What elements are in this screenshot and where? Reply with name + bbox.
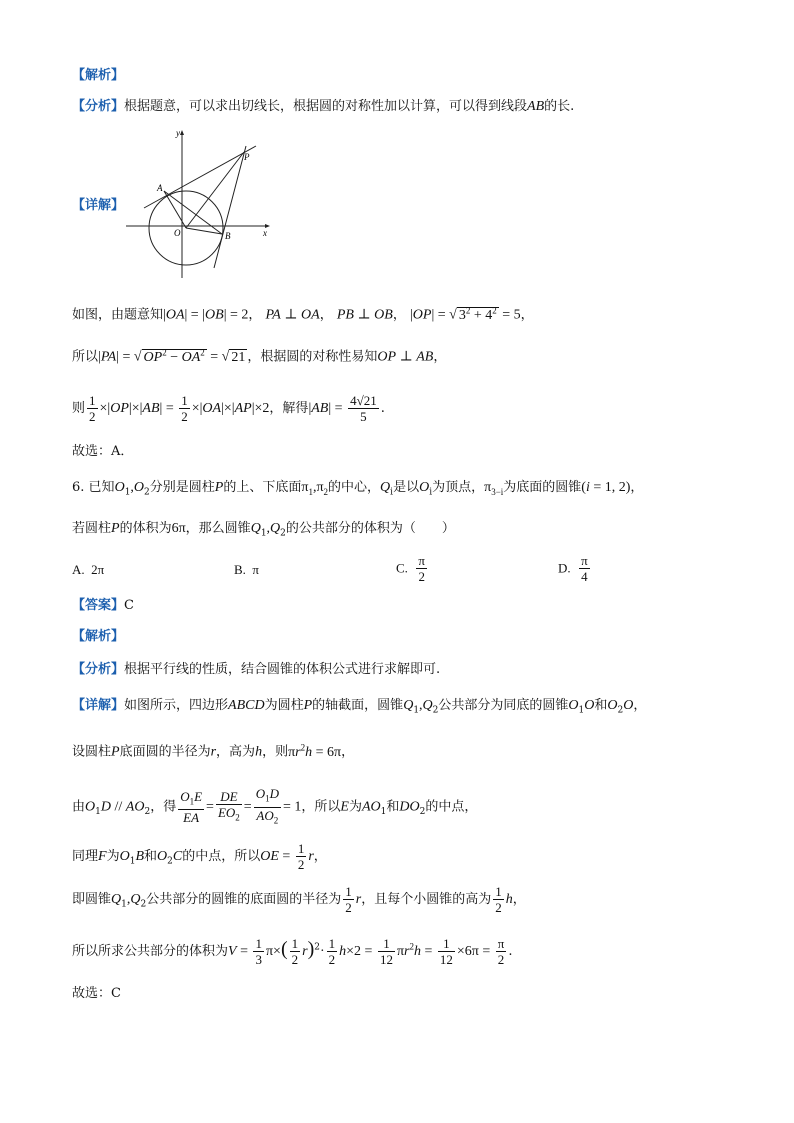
analysis-line: 【分析】根据题意，可以求出切线长，根据圆的对称性加以计算，可以得到线段AB的长. bbox=[72, 99, 575, 114]
detail-line-2: 所以|PA| = √ $OP^2 - OA^2$ = √ 21 ，根据圆的对称性易知OP ⊥ AB， bbox=[72, 347, 447, 365]
detail-line-3: 则 $\frac{1}{2}$ ×|OP|×|AB| = $\frac{1}{2}$ ×|OA|×|AP|×2，解得|AB| = $\frac{4√21}{5}$ . bbox=[72, 393, 385, 424]
option-c: C. $\frac{\pi}{2}$ bbox=[396, 553, 425, 584]
fig-label-x: x bbox=[263, 228, 267, 238]
q6-line-1: 6. 已知$O_1,O_2$分别是圆柱P的上、下底面$\pi_1,\pi_2$的中心，$Q_i$是以$O_i$为顶点，$\pi_{3-i}$为底面的圆锥(i = 1, 2)， bbox=[72, 480, 644, 498]
q6-analysis-line: 【分析】根据平行线的性质，结合圆锥的体积公式进行求解即可. bbox=[72, 662, 441, 677]
q6-detail-4: 同理F为$O_1B$和$O_2C$的中点，所以OE = $\frac{1}{2}$ r， bbox=[72, 841, 327, 872]
q6-detail-2: 设圆柱P底面圆的半径为r，高为h，则$\pi r^2h = 6\pi$， bbox=[72, 742, 355, 760]
q6-line-2: 若圆柱P的体积为6π，那么圆锥$Q_1,Q_2$的公共部分的体积为（ ） bbox=[72, 521, 455, 539]
q6-detail-5: 即圆锥$Q_1,Q_2$公共部分的圆锥的底面圆的半径为 $\frac{1}{2}$ r，且每个小圆锥的高为 $\frac{1}{2}$ h， bbox=[72, 884, 526, 915]
q6-jiexi-heading: 【解析】 bbox=[72, 629, 125, 644]
answer-line-q6: 【答案】C bbox=[72, 598, 134, 613]
tangent-circle-figure bbox=[124, 124, 276, 284]
fig-label-p: P bbox=[244, 152, 250, 162]
q6-detail-3: 由$O_1D // AO_2$，得 $\frac{O_1E}{EA}$ = $\frac{DE}{EO_2}$ = $\frac{O_1D}{AO_2}$ = 1，所以E为$AO_1$和$DO_2$的中点， bbox=[72, 786, 478, 826]
fig-label-o: O bbox=[174, 228, 181, 238]
jiexi-heading: 【解析】 bbox=[72, 68, 125, 83]
answer-line-q6-final: 故选：C bbox=[72, 986, 121, 1001]
option-b: B. π bbox=[234, 562, 259, 577]
q6-detail-1: 【详解】如图所示，四边形ABCD为圆柱P的轴截面，圆锥$Q_1,Q_2$公共部分为同底的圆锥$O_1O$和$O_2O$， bbox=[72, 698, 647, 716]
fig-label-a: A bbox=[157, 183, 163, 193]
detail-heading: 【详解】 bbox=[72, 198, 125, 213]
answer-line-q5: 故选：A． bbox=[72, 444, 134, 459]
option-d: D. $\frac{\pi}{4}$ bbox=[558, 553, 588, 584]
fig-label-y: y bbox=[176, 128, 180, 138]
detail-line-1: 如图，由题意知|OA| = |OB| = 2， PA ⊥ OA， PB ⊥ OB， |OP| = √ $3^2 + 4^2 = 5$， bbox=[72, 305, 534, 323]
q6-detail-6: 所以所求公共部分的体积为V = $\frac{1}{3}$ π×( $\frac{1}{2}$ r)$^2$· $\frac{1}{2}$ h×2 = $\frac{1}{12}$ $\pi r^2h$ = $\frac{1}{12}$ ×6π = $\frac{\pi}{2}$ . bbox=[72, 936, 513, 967]
fig-label-b: B bbox=[225, 231, 231, 241]
option-a: A. 2π bbox=[72, 562, 105, 577]
